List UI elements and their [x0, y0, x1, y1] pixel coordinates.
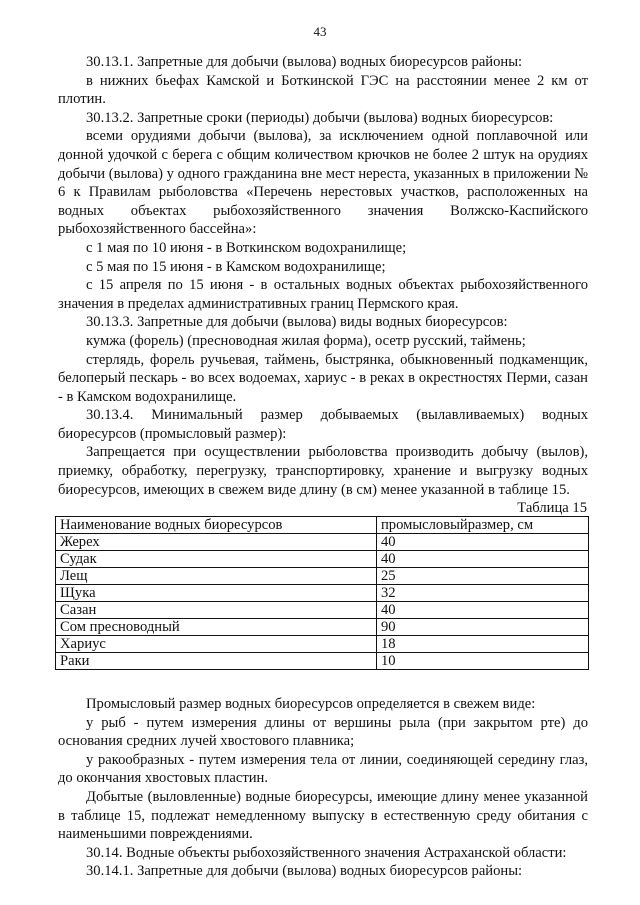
table-cell-species: Лещ	[56, 568, 377, 585]
paragraph: 30.14. Водные объекты рыбохозяйственного значения Астраханской области:	[86, 844, 567, 861]
table-cell-size: 40	[377, 551, 589, 568]
paragraph: Запрещается при осуществлении рыболовства производить добычу (вылов), приемку, обработку, перегрузку, транспортировку, хранение и выгрузку водных биоресурсов, имеющих в свежем виде длину (в см) менее указанной в таблице 15.	[58, 444, 588, 498]
table-cell-species: Сом пресноводный	[56, 619, 377, 636]
paragraph: в нижних бьефах Камской и Боткинской ГЭС на расстоянии менее 2 км от плотин.	[58, 72, 588, 108]
table-caption: Таблица 15	[517, 500, 587, 516]
paragraph: с 5 мая по 15 июня - в Камском водохранилище;	[86, 258, 386, 275]
table-row	[56, 653, 589, 670]
paragraph: 30.13.4. Минимальный размер добываемых (вылавливаемых) водных биоресурсов (промысловый размер):	[58, 407, 588, 442]
paragraph: 30.13.3. Запретные для добычи (вылова) виды водных биоресурсов:	[86, 314, 508, 331]
table-cell-size: 10	[377, 653, 589, 670]
paragraph: 30.13.1. Запретные для добычи (вылова) водных биоресурсов районы:	[86, 54, 523, 70]
table-cell-species: Жерех	[56, 534, 377, 551]
table-header-cell: Наименование водных биоресурсов	[56, 517, 377, 534]
paragraph: Добытые (выловленные) водные биоресурсы, имеющие длину менее указанной в таблице 15, подлежат немедленному выпуску в естественную среду обитания с наименьшими повреждениями.	[58, 788, 588, 843]
fish-size-table	[55, 516, 589, 670]
table-row	[56, 551, 589, 568]
paragraph: 30.14.1. Запретные для добычи (вылова) водных биоресурсов районы:	[86, 863, 523, 880]
page-number: 43	[313, 24, 327, 39]
paragraph: стерлядь, форель ручьевая, таймень, быстрянка, обыкновенный подкаменщик, белоперый пескарь - во всех водоемах, хариус - в реках в окрестностях Перми, сазан - в Камском водохранилище.	[58, 351, 588, 405]
body-text-top	[58, 53, 588, 499]
paragraph: у рыб - путем измерения длины от вершины рыла (при закрытом рте) до основания средних лучей хвостового плавника;	[58, 714, 588, 750]
table-row	[56, 568, 589, 585]
table-row	[56, 534, 589, 551]
paragraph: с 15 апреля по 15 июня - в остальных водных объектах рыбохозяйственного значения в пределах административных границ Пермского края.	[58, 277, 588, 312]
table-cell-species: Судак	[56, 551, 377, 568]
table-header-row	[56, 517, 589, 534]
paragraph: с 1 мая по 10 июня - в Воткинском водохранилище;	[86, 239, 407, 256]
table-row	[56, 636, 589, 653]
table-cell-size: 18	[377, 636, 589, 653]
paragraph: 30.13.2. Запретные сроки (периоды) добычи (вылова) водных биоресурсов:	[86, 109, 554, 126]
paragraph: кумжа (форель) (пресноводная жилая форма), осетр русский, таймень;	[86, 332, 526, 349]
body-text-bottom	[58, 695, 588, 881]
table-header-cell: промысловыйразмер, см	[377, 517, 589, 534]
paragraph: у ракообразных - путем измерения тела от линии, соединяющей середину глаз, до окончания хвостовых пластин.	[58, 751, 588, 787]
table-cell-species: Сазан	[56, 602, 377, 619]
table-cell-species: Щука	[56, 585, 377, 602]
table-row	[56, 585, 589, 602]
paragraph: всеми орудиями добычи (вылова), за исключением одной поплавочной или донной удочкой с берега с общим количеством крючков не более 2 штук на орудиях добычи (вылова) у одного гражданина вне мест нереста, указанных в приложении № 6 к Правилам рыболовства «Перечень нерестовых участков, расположенных на водных объектах рыбохозяйственного значения Волжско-Каспийского рыбохозяйственного бассейна»:	[58, 128, 588, 238]
table-cell-size: 40	[377, 602, 589, 619]
table-cell-species: Раки	[56, 653, 377, 670]
table-cell-size: 32	[377, 585, 589, 602]
paragraph: Промысловый размер водных биоресурсов определяется в свежем виде:	[86, 696, 536, 712]
table-cell-size: 90	[377, 619, 589, 636]
table-cell-size: 25	[377, 568, 589, 585]
table-row	[56, 602, 589, 619]
table-cell-species: Хариус	[56, 636, 377, 653]
table-cell-size: 40	[377, 534, 589, 551]
table-row	[56, 619, 589, 636]
